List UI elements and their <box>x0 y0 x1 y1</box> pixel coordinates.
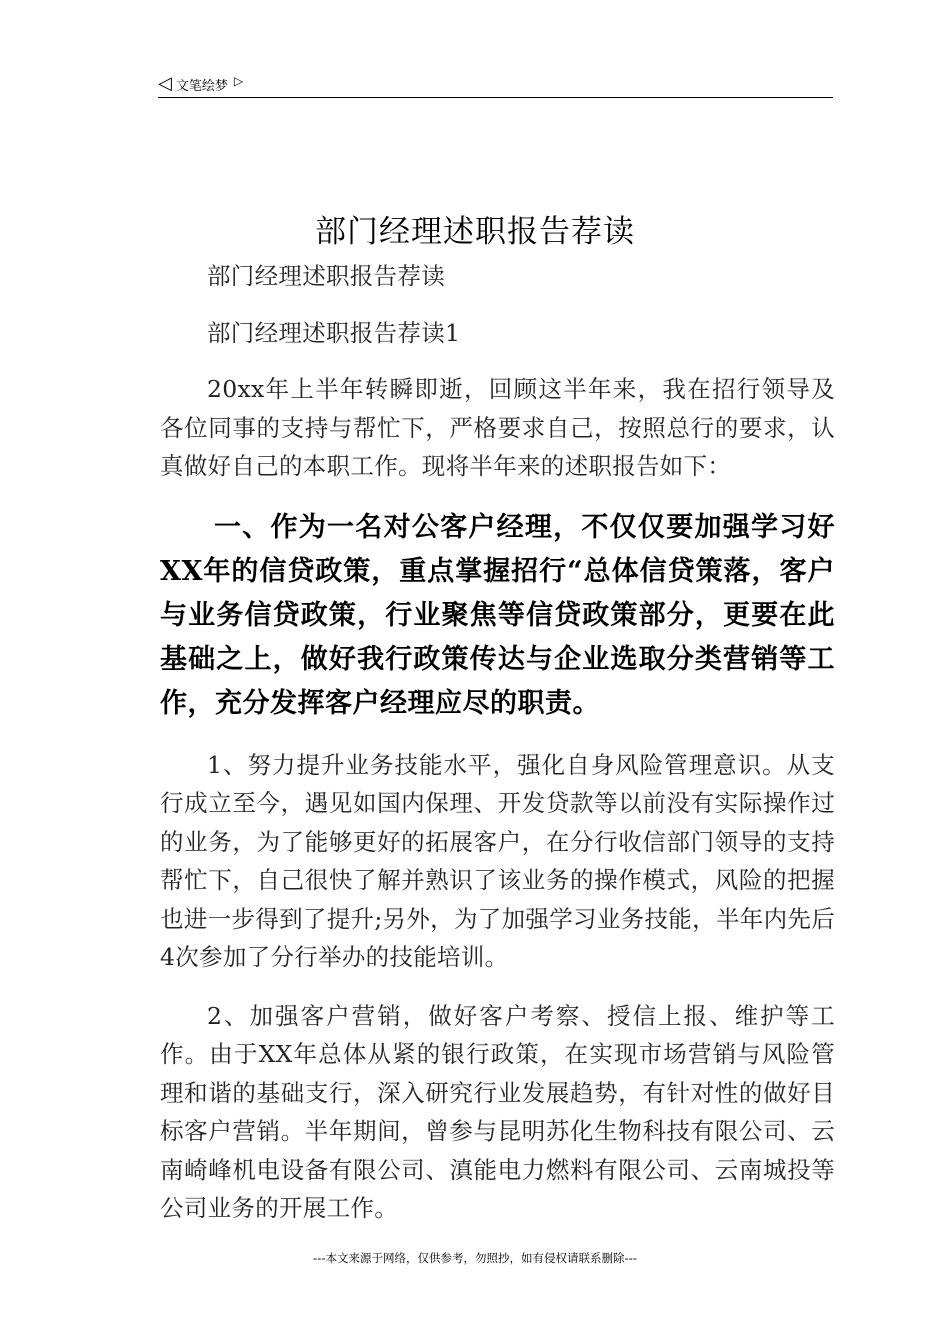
subtitle-paragraph: 部门经理述职报告荐读 <box>207 262 445 290</box>
section-heading-paragraph: 部门经理述职报告荐读1 <box>207 319 461 347</box>
intro-paragraph: 20xx年上半年转瞬即逝，回顾这半年来，我在招行领导及各位同事的支持与帮忙下，严格要求自己，按照总行的要求，认真做好自己的本职工作。现将半年来的述职报告如下： <box>160 375 835 480</box>
page-header <box>158 72 833 98</box>
document-title: 部门经理述职报告荐读 <box>315 214 635 250</box>
document-body <box>160 256 835 1228</box>
page-footer: ---本文来源于网络，仅供参考，勿照抄，如有侵权请联系删除--- <box>313 1251 637 1265</box>
triangle-right-icon: ▷ <box>233 74 244 88</box>
header-rule <box>158 97 833 98</box>
body-paragraph-2: 2、加强客户营销，做好客户考察、授信上报、维护等工作。由于XX年总体从紧的银行政策，在实现市场营销与风险管理和谐的基础支行，深入研究行业发展趋势，有针对性的做好目标客户营销。半年期间，曾参与昆明苏化生物科技有限公司、云南崎峰机电设备有限公司、滇能电力燃料有限公司、云南城投等公司业务的开展工作。 <box>160 1001 835 1222</box>
header-brand: 文笔绘梦 <box>175 78 228 94</box>
bold-heading-paragraph: 一、作为一名对公客户经理，不仅仅要加强学习好XX年的信贷政策，重点掌握招行“总体信贷策落，客户与业务信贷政策，行业聚焦等信贷政策部分，更要在此基础之上，做好我行政策传达与企业选取分类营销等工作，充分发挥客户经理应尽的职责。 <box>160 511 835 719</box>
triangle-left-icon: ◁ <box>158 73 172 94</box>
body-paragraph-1: 1、努力提升业务技能水平，强化自身风险管理意识。从支行成立至今，遇见如国内保理、开发贷款等以前没有实际操作过的业务，为了能够更好的拓展客户，在分行收信部门领导的支持帮忙下，自己很快了解并熟识了该业务的操作模式，风险的把握也进一步得到了提升;另外，为了加强学习业务技能，半年内先后4次参加了分行举办的技能培训。 <box>160 750 835 971</box>
